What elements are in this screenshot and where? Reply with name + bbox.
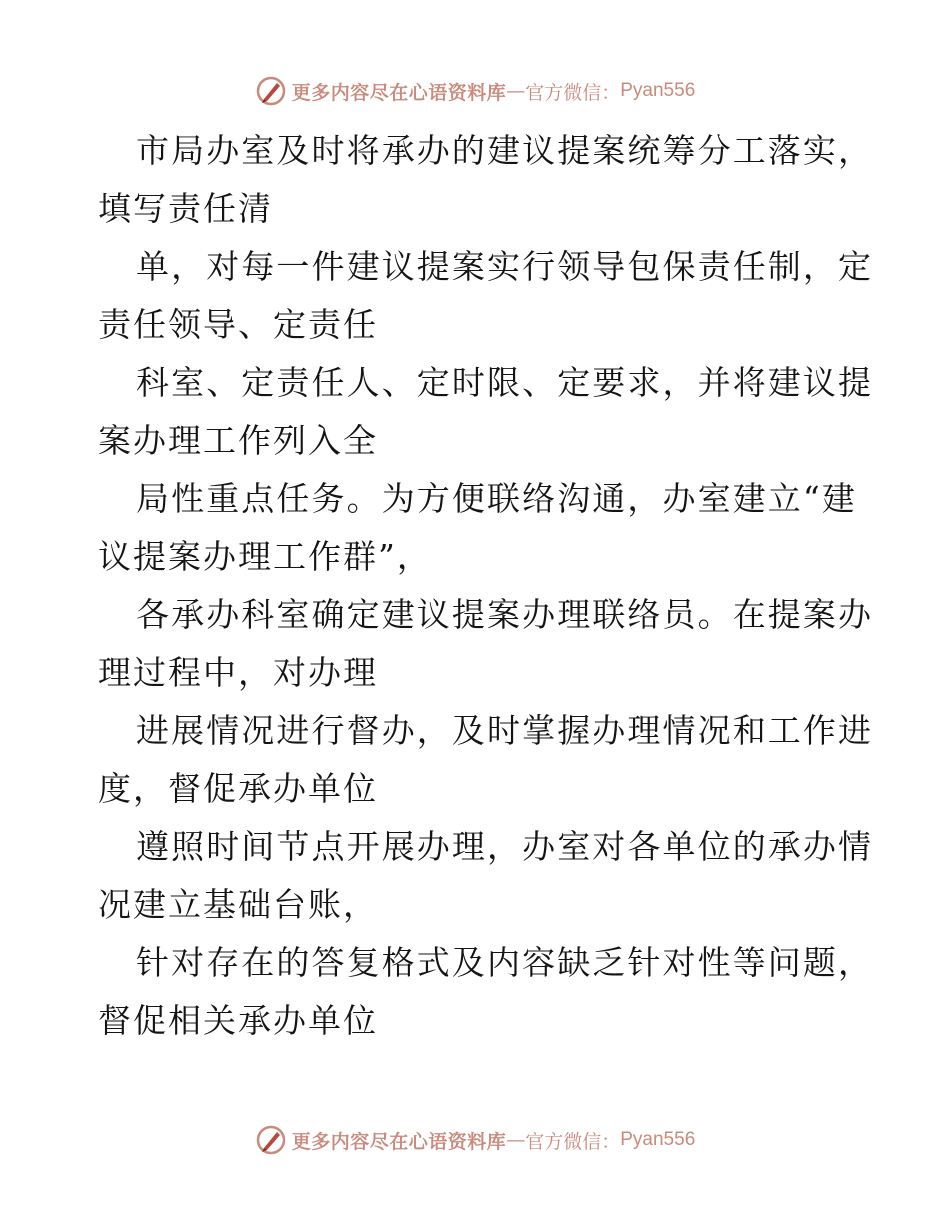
paragraph-line: 案办理工作列入全 bbox=[98, 421, 378, 460]
watermark-wechat-id: Pyan556 bbox=[620, 1129, 696, 1150]
paragraph-4 bbox=[98, 470, 858, 586]
watermark-official-label: 官方微信： bbox=[525, 1130, 621, 1153]
header-watermark bbox=[0, 71, 950, 111]
quill-pen-logo-icon bbox=[255, 75, 287, 107]
paragraph-1 bbox=[98, 122, 874, 238]
watermark-brand: 更多内容尽在心语资料库 bbox=[291, 81, 507, 104]
paragraph-line: 局性重点任务。为方便联络沟通，办室建立“建 bbox=[136, 479, 857, 518]
paragraph-6 bbox=[98, 702, 874, 818]
paragraph-line: 各承办科室确定建议提案办理联络员。在提案办 bbox=[136, 595, 874, 634]
paragraph-line: 督促相关承办单位 bbox=[98, 1001, 378, 1040]
paragraph-5 bbox=[98, 586, 874, 702]
quill-pen-logo-icon bbox=[255, 1124, 287, 1156]
paragraph-line: 填写责任清 bbox=[98, 189, 273, 228]
paragraph-7 bbox=[98, 818, 874, 934]
paragraph-line: 度，督促承办单位 bbox=[98, 769, 378, 808]
watermark-separator: — bbox=[506, 80, 526, 102]
paragraph-2 bbox=[98, 238, 874, 354]
watermark-wechat-id: Pyan556 bbox=[620, 80, 696, 101]
paragraph-line: 针对存在的答复格式及内容缺乏针对性等问题， bbox=[136, 943, 874, 982]
paragraph-line: 单，对每一件建议提案实行领导包保责任制，定 bbox=[136, 247, 874, 286]
footer-watermark bbox=[0, 1120, 950, 1160]
paragraph-line: 遵照时间节点开展办理，办室对各单位的承办情 bbox=[136, 827, 874, 866]
paragraph-line: 科室、定责任人、定时限、定要求，并将建议提 bbox=[136, 363, 874, 402]
paragraph-line: 进展情况进行督办，及时掌握办理情况和工作进 bbox=[136, 711, 874, 750]
paragraph-3 bbox=[98, 354, 874, 470]
watermark-brand: 更多内容尽在心语资料库 bbox=[291, 1130, 507, 1153]
paragraph-line: 理过程中，对办理 bbox=[98, 653, 378, 692]
paragraph-line: 市局办室及时将承办的建议提案统筹分工落实， bbox=[136, 131, 874, 170]
paragraph-line: 况建立基础台账， bbox=[98, 885, 378, 924]
document-body bbox=[98, 122, 874, 1050]
paragraph-8 bbox=[98, 934, 874, 1050]
paragraph-line: 责任领导、定责任 bbox=[98, 305, 378, 344]
paragraph-line: 议提案办理工作群”， bbox=[98, 537, 432, 576]
watermark-official-label: 官方微信： bbox=[525, 81, 621, 104]
watermark-separator: — bbox=[506, 1129, 526, 1151]
